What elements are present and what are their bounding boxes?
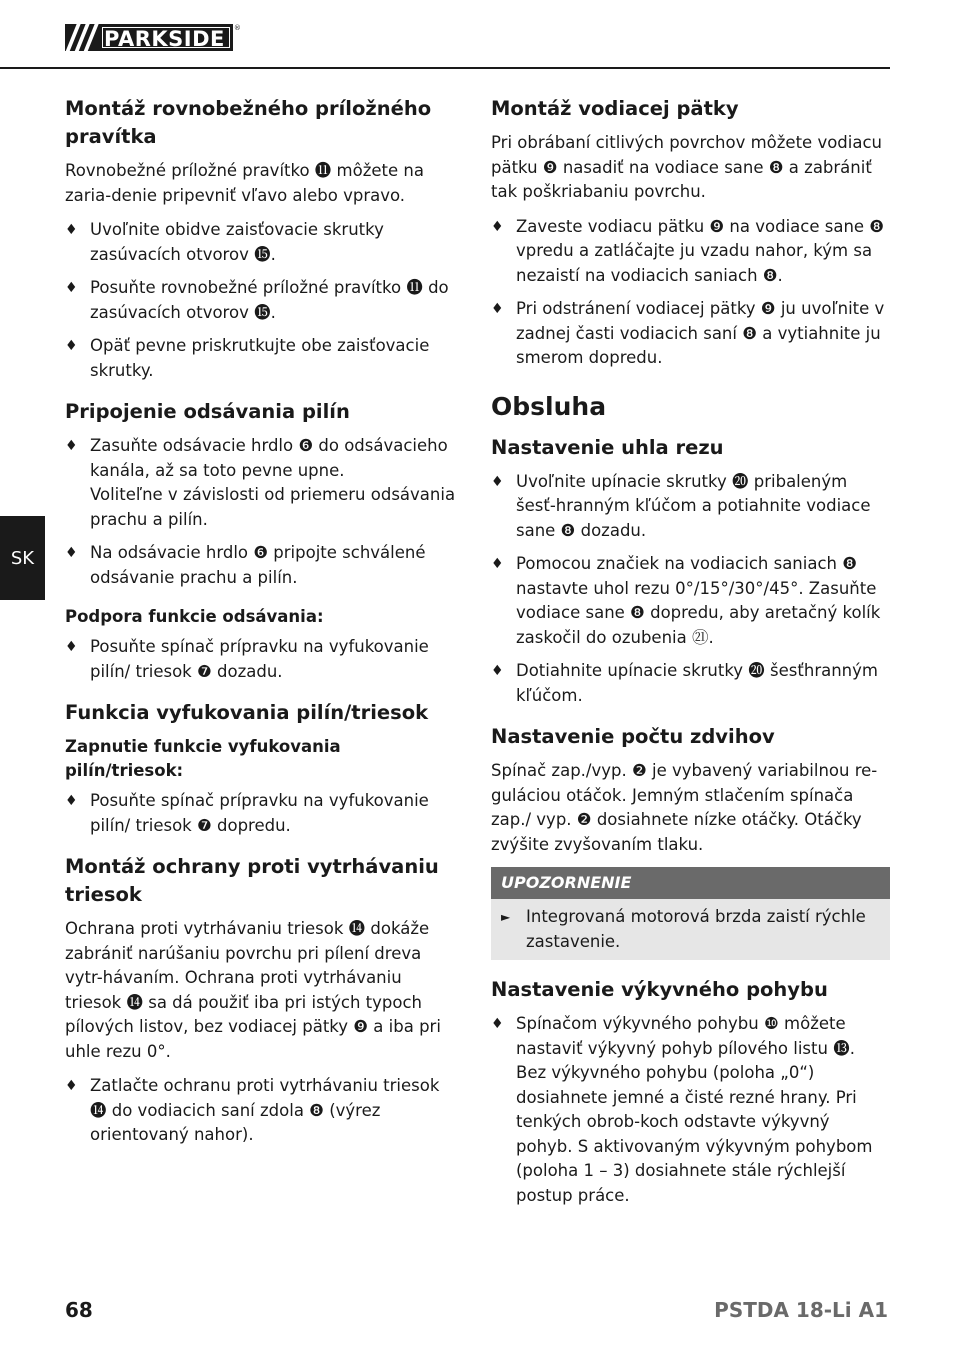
list-item: ♦ Spínačom výkyvného pohybu ❿ môžete nastaviť výkyvný pohyb pílového listu ⓭. Bez výkyvného pohybu (poloha „0“) dosiahnete jemné a čisté rezné hrany. Pri tenkých obrob-koch odstavte výkyvný pohyb. S aktivovaným výkyvným pohybom (poloha 1 – 3) dosiahnete stále rýchlejší postup práce.: [491, 1012, 890, 1208]
list-item: ♦ Opäť pevne priskrutkujte obe zaisťovacie skrutky.: [65, 334, 460, 383]
model-name: PSTDA 18-Li A1: [714, 1298, 888, 1322]
diamond-icon: ♦: [491, 218, 504, 235]
list-item: ♦ Posuňte spínač prípravku na vyfukovanie pilín/ triesok ❼ dopredu.: [65, 789, 460, 838]
list-item: ♦ Posuňte rovnobežné príložné pravítko ⓫ do zasúvacích otvorov ⓯.: [65, 276, 460, 325]
list-item: ♦ Uvoľnite obidve zaisťovacie skrutky zasúvacích otvorov ⓯.: [65, 218, 460, 267]
list-item: ♦ Posuňte spínač prípravku na vyfukovanie pilín/ triesok ❼ dozadu.: [65, 635, 460, 684]
section-title: Nastavenie uhla rezu: [491, 435, 724, 459]
diamond-icon: ♦: [65, 222, 78, 238]
logo-text: PARKSIDE: [99, 24, 233, 51]
diamond-icon: ♦: [65, 639, 78, 655]
chapter-title: Obsluha: [491, 391, 607, 421]
diamond-icon: ♦: [65, 793, 78, 809]
list-item: ♦ Pomocou značiek na vodiacich saniach ❽ nastavte uhol rezu 0°/15°/30°/45°. Zasuňte vodiace sane ❽ dopredu, aby aretačný kolík zaskočil do ozubenia ㉑.: [491, 552, 890, 650]
diamond-icon: ♦: [65, 280, 78, 296]
diamond-icon: ♦: [65, 438, 78, 454]
diamond-icon: ♦: [491, 301, 504, 317]
section-title: Montáž rovnobežného príložného pravítka: [65, 97, 432, 148]
parkside-logo: [65, 24, 241, 51]
section-title: Nastavenie výkyvného pohybu: [491, 978, 828, 1001]
notice-item: ► Integrovaná motorová brzda zaistí rýchle zastavenie.: [491, 899, 890, 960]
logo-stripes-icon: [65, 24, 99, 51]
top-rule: [0, 67, 890, 69]
language-tab: SK: [0, 516, 45, 600]
section-title: Montáž vodiacej pätky: [491, 97, 739, 120]
notice-box: [491, 867, 890, 960]
subsection-title: Zapnutie funkcie vyfukovania pilín/triesok:: [65, 737, 341, 780]
page-number: 68: [65, 1298, 93, 1322]
paragraph: Rovnobežné príložné pravítko ⓫ môžete na zaria-denie pripevniť vľavo alebo vpravo.: [65, 161, 424, 205]
section-title: Nastavenie počtu zdvihov: [491, 725, 775, 748]
list-item: ♦ Zaveste vodiacu pätku ❾ na vodiace sane ❽ vpredu a zatláčajte ju vzadu nahor, kým sa nezaistí na vodiacich saniach ❽.: [491, 215, 890, 289]
list-item: ♦ Na odsávacie hrdlo ❻ pripojte schválené odsávanie prachu a pilín.: [65, 541, 460, 590]
logo-registered: ®: [233, 24, 241, 32]
diamond-icon: ♦: [491, 473, 504, 490]
paragraph: Pri obrábaní citlivých povrchov môžete vodiacu pätku ❾ nasadiť na vodiace sane ❽ a zabrániť tak poškriabaniu povrchu.: [491, 133, 882, 201]
right-column: [491, 95, 890, 1217]
diamond-icon: ♦: [65, 545, 78, 561]
diamond-icon: ♦: [65, 1078, 78, 1094]
notice-heading: UPOZORNENIE: [491, 867, 890, 899]
list-item: ♦ Pri odstránení vodiacej pätky ❾ ju uvoľnite v zadnej časti vodiacich saní ❽ a vytiahnite ju smerom dopredu.: [491, 297, 890, 371]
list-item: ♦ Dotiahnite upínacie skrutky ⓴ šesťhranným kľúčom.: [491, 659, 890, 708]
diamond-icon: ♦: [491, 556, 504, 572]
diamond-icon: ♦: [491, 1016, 504, 1032]
triangle-right-icon: ►: [501, 910, 511, 924]
diamond-icon: ♦: [65, 338, 78, 354]
list-item: ♦ Zatlačte ochranu proti vytrhávaniu triesok ⓮ do vodiacich saní zdola ❽ (výrez orientovaný nahor).: [65, 1074, 460, 1148]
subsection-title: Podpora funkcie odsávania:: [65, 607, 324, 626]
section-title: Pripojenie odsávania pilín: [65, 400, 350, 423]
section-title: Funkcia vyfukovania pilín/triesok: [65, 701, 429, 724]
list-item: ♦ Uvoľnite upínacie skrutky ⓴ pribaleným šesť-hranným kľúčom a potiahnite vodiace sane ❽ dozadu.: [491, 470, 890, 544]
section-title: Montáž ochrany proti vytrhávaniu triesok: [65, 855, 439, 906]
left-column: [65, 95, 460, 1157]
paragraph: Spínač zap./vyp. ❷ je vybavený variabilnou re-guláciou otáčok. Jemným stlačením spínača zap./ vyp. ❷ dosiahnete nízke otáčky. Otáčky zvýšite zvyšovaním tlaku.: [491, 761, 878, 854]
paragraph: Ochrana proti vytrhávaniu triesok ⓮ dokáže zabrániť narúšaniu povrchu pri pílení dreva vytr-hávaním. Ochrana proti vytrhávaniu triesok ⓮ sa dá použiť iba pri istých typoch pílových listov, bez vodiacej pätky ❾ a iba pri uhle rezu 0°.: [65, 919, 441, 1061]
diamond-icon: ♦: [491, 663, 504, 679]
list-item: ♦ Zasuňte odsávacie hrdlo ❻ do odsávacieho kanála, až sa toto pevne upne. Voliteľne v závislosti od priemeru odsávania prachu a pilín.: [65, 434, 460, 532]
